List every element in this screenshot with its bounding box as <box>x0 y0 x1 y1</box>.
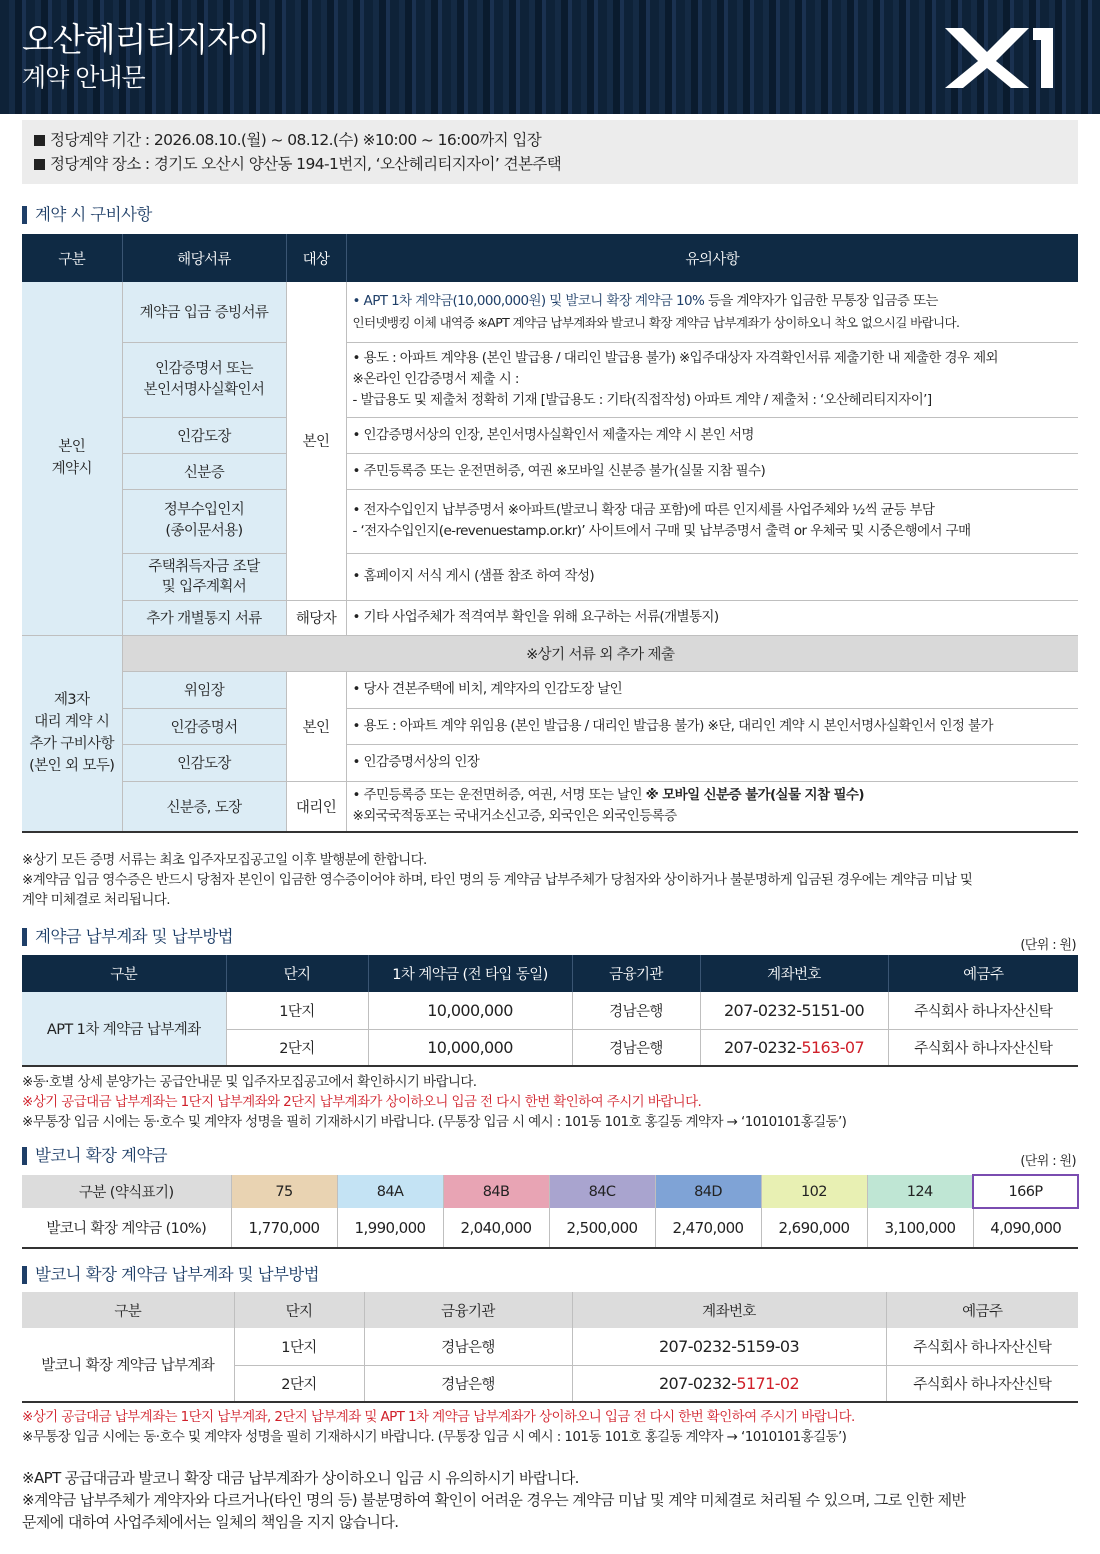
footer-notes <box>22 1467 1082 1533</box>
balcony-account-1-number: 207-0232-5159-03 <box>658 1336 800 1356</box>
doc-funding-plan: 주택취득자금 조달 및 입주계획서 <box>122 553 286 600</box>
note-deposit-proof-line1: 등을 계약자가 입금한 무통장 입금증 또는 <box>704 292 938 309</box>
note-seal-stamp: • 인감증명서상의 인장, 본인서명사실확인서 제출자는 계약 시 본인 서명 <box>346 417 1078 453</box>
unit-label: (단위 : 원) <box>1020 1154 1076 1169</box>
col-header-holder: 예금주 <box>888 955 1078 992</box>
doc-proxy-seal-certificate: 인감증명서 <box>122 708 286 744</box>
balcony-account-2-suffix: 5171-02 <box>736 1373 800 1393</box>
balcony-complex-2: 2단지 <box>234 1365 364 1402</box>
type-84A: 84A <box>337 1175 443 1208</box>
note-deposit-proof-highlight: • APT 1차 계약금(10,000,000원) 및 발코니 확장 계약금 10% <box>352 292 705 309</box>
type-84C: 84C <box>549 1175 655 1208</box>
col-header-amount: 1차 계약금 (전 타입 동일) <box>368 955 572 992</box>
footer-note-1: ※APT 공급대금과 발코니 확장 대금 납부계좌가 상이하오니 입금 시 유의하시기 바랍니다. <box>22 1469 579 1487</box>
target-self: 본인 <box>286 282 346 600</box>
balcony-bank-2: 경남은행 <box>364 1365 572 1402</box>
deposit-account-notes <box>22 1072 1082 1132</box>
contract-place-text: 정당계약 장소 : 경기도 오산시 양산동 194-1번지, ‘오산헤리티지자이’ 견본주택 <box>50 155 562 173</box>
required-docs-notes <box>22 850 1082 910</box>
note-revenue-stamp <box>346 489 1078 553</box>
xi-logo-icon <box>945 28 1055 92</box>
value-84A: 1,990,000 <box>337 1208 443 1248</box>
contract-period-text: 정당계약 기간 : 2026.08.10.(월) ~ 08.12.(수) ※10:00 ~ 16:00까지 입장 <box>50 131 542 149</box>
type-84B: 84B <box>443 1175 549 1208</box>
deposit-account-table <box>22 955 1078 1067</box>
page-header <box>0 0 1100 114</box>
square-bullet-icon <box>34 159 45 170</box>
col-header-category: 구분 <box>22 234 122 282</box>
balcony-deposit-table <box>22 1174 1079 1249</box>
col-header-account: 계좌번호 <box>572 1292 886 1328</box>
balcony-holder-2: 주식회사 하나자산신탁 <box>886 1365 1078 1402</box>
type-102: 102 <box>761 1175 867 1208</box>
type-75: 75 <box>231 1175 337 1208</box>
note-additional-notice: • 기타 사업주체가 적격여부 확인을 위해 요구하는 서류(개별통지) <box>346 600 1078 635</box>
note-agent-emphasis: ※ 모바일 신분증 불가(실물 지참 필수) <box>645 787 864 804</box>
apt-deposit-group: APT 1차 계약금 납부계좌 <box>22 992 226 1066</box>
account-1-number: 207-0232-5151-00 <box>723 1000 865 1020</box>
col-header-account: 계좌번호 <box>700 955 888 992</box>
note-deposit-proof <box>346 282 1078 342</box>
balcony-bank-1: 경남은행 <box>364 1328 572 1365</box>
value-166P: 4,090,000 <box>973 1208 1078 1248</box>
account-2-number: 207-0232- <box>723 1037 802 1057</box>
note-id-card: • 주민등록증 또는 운전면허증, 여권 ※모바일 신분증 불가(실물 지참 필수) <box>346 453 1078 489</box>
balcony-complex-1: 1단지 <box>234 1328 364 1365</box>
contract-info-box <box>22 120 1078 184</box>
page-title: 오산헤리티지자이 <box>22 20 270 59</box>
value-102: 2,690,000 <box>761 1208 867 1248</box>
balcony-account-2-number: 207-0232- <box>658 1373 737 1393</box>
col-header-notes: 유의사항 <box>346 234 1078 282</box>
col-header-target: 대상 <box>286 234 346 282</box>
note-deposit-proof-line2: 인터넷뱅킹 이체 내역증 ※APT 계약금 납부계좌와 발코니 확장 계약금 납부계좌가 상이하오니 착오 없으시길 바랍니다. <box>352 314 960 330</box>
doc-agent-id: 신분증, 도장 <box>122 781 286 832</box>
type-84D: 84D <box>655 1175 761 1208</box>
complex-1: 1단지 <box>226 992 368 1029</box>
contract-place <box>34 152 1066 176</box>
page-subtitle: 계약 안내문 <box>22 63 145 92</box>
col-header-complex: 단지 <box>234 1292 364 1328</box>
col-header-complex: 단지 <box>226 955 368 992</box>
doc-additional-notice: 추가 개별통지 서류 <box>122 600 286 635</box>
required-docs-note-2: ※계약금 입금 영수증은 반드시 당첨자 본인이 입금한 영수증이어야 하며, 타인 명의 등 계약금 납부주체가 당첨자와 상이하거나 불분명하게 입금된 경우에는 계약금 미납 및 <box>22 872 973 888</box>
deposit-note-2: ※상기 공급대금 납부계좌는 1단지 납부계좌와 2단지 납부계좌가 상이하오니 입금 전 다시 한번 확인하여 주시기 바랍니다. <box>22 1094 702 1110</box>
value-84C: 2,500,000 <box>549 1208 655 1248</box>
balcony-head-label: 구분 (약식표기) <box>22 1175 231 1208</box>
contract-period <box>34 128 1066 152</box>
account-2 <box>700 1029 888 1066</box>
complex-2: 2단지 <box>226 1029 368 1066</box>
bank-2: 경남은행 <box>572 1029 700 1066</box>
balcony-holder-1: 주식회사 하나자산신탁 <box>886 1328 1078 1365</box>
note-seal-line1: • 용도 : 아파트 계약용 (본인 발급용 / 대리인 발급용 불가) ※입주대상자 자격확인서류 제출기한 내 제출한 경우 제외 <box>352 350 998 366</box>
col-header-category: 구분 <box>22 1292 234 1328</box>
note-agent-id <box>346 781 1078 832</box>
extra-docs-header: ※상기 서류 외 추가 제출 <box>122 635 1078 671</box>
doc-deposit-proof: 계약금 입금 증빙서류 <box>122 282 286 342</box>
target-agent: 대리인 <box>286 781 346 832</box>
square-bullet-icon <box>34 135 45 146</box>
balcony-account-notes <box>22 1407 1082 1447</box>
account-2-suffix: 5163-07 <box>801 1037 865 1057</box>
deposit-note-1: ※동·호별 상세 분양가는 공급안내문 및 입주자모집공고에서 확인하시기 바랍니다. <box>22 1074 477 1090</box>
section-title-balcony-deposit: 발코니 확장 계약금 <box>22 1147 167 1165</box>
unit-label: (단위 : 원) <box>1020 938 1076 953</box>
balcony-account-table <box>22 1292 1078 1403</box>
doc-id-card: 신분증 <box>122 453 286 489</box>
note-seal-certificate <box>346 342 1078 417</box>
doc-seal-stamp: 인감도장 <box>122 417 286 453</box>
value-84B: 2,040,000 <box>443 1208 549 1248</box>
note-agent-line2: ※외국국적동포는 국내거소신고증, 외국인은 외국인등록증 <box>352 808 677 825</box>
note-seal-line2: ※온라인 인감증명서 제출 시 : <box>352 371 519 387</box>
doc-proxy-seal-stamp: 인감도장 <box>122 744 286 781</box>
section-title-required-docs: 계약 시 구비사항 <box>22 206 152 224</box>
bank-1: 경남은행 <box>572 992 700 1029</box>
group-proxy-contract: 제3자 대리 계약 시 추가 구비사항 (본인 외 모두) <box>22 635 122 832</box>
required-docs-table <box>22 234 1078 833</box>
note-power-of-attorney: • 당사 견본주택에 비치, 계약자의 인감도장 날인 <box>346 671 1078 708</box>
note-proxy-seal-stamp: • 인감증명서상의 인장 <box>346 744 1078 781</box>
balcony-account-2 <box>572 1365 886 1402</box>
col-header-category: 구분 <box>22 955 226 992</box>
balcony-row-label: 발코니 확장 계약금 (10%) <box>22 1208 231 1248</box>
note-agent-line1: • 주민등록증 또는 운전면허증, 여권, 서명 또는 날인 <box>352 787 646 804</box>
balcony-note-1: ※상기 공급대금 납부계좌는 1단지 납부계좌, 2단지 납부계좌 및 APT 1차 계약금 납부계좌가 상이하오니 입금 전 다시 한번 확인하여 주시기 바랍니다. <box>22 1409 855 1425</box>
col-header-bank: 금융기관 <box>364 1292 572 1328</box>
note-revenue-line1: • 전자수입인지 납부증명서 ※아파트(발코니 확장 대금 포함)에 따른 인지세를 사업주체와 ½씩 균등 부담 <box>352 502 935 518</box>
target-relevant: 해당자 <box>286 600 346 635</box>
account-1 <box>700 992 888 1029</box>
footer-note-2: ※계약금 납부주체가 계약자와 다르거나(타인 명의 등) 불분명하여 확인이 어려운 경우는 계약금 미납 및 계약 미체결로 처리될 수 있으며, 그로 인한 제반 <box>22 1491 966 1509</box>
note-proxy-seal-certificate: • 용도 : 아파트 계약 위임용 (본인 발급용 / 대리인 발급용 불가) ※단, 대리인 계약 시 본인서명사실확인서 인정 불가 <box>346 708 1078 744</box>
value-124: 3,100,000 <box>867 1208 973 1248</box>
doc-power-of-attorney: 위임장 <box>122 671 286 708</box>
required-docs-note-3: 계약 미체결로 처리됩니다. <box>22 892 170 908</box>
amount-2: 10,000,000 <box>368 1029 572 1066</box>
col-header-holder: 예금주 <box>886 1292 1078 1328</box>
type-124: 124 <box>867 1175 973 1208</box>
section-title-deposit-account: 계약금 납부계좌 및 납부방법 <box>22 928 233 946</box>
note-funding-plan: • 홈페이지 서식 게시 (샘플 참조 하여 작성) <box>346 553 1078 600</box>
footer-note-3: 문제에 대하여 사업주체에서는 일체의 책임을 지지 않습니다. <box>22 1513 399 1531</box>
note-revenue-line2: - ‘전자수입인지(e-revenuestamp.or.kr)’ 사이트에서 구매 및 납부증명서 출력 or 우체국 및 시중은행에서 구매 <box>352 523 971 539</box>
balcony-deposit-group: 발코니 확장 계약금 납부계좌 <box>22 1328 234 1402</box>
doc-revenue-stamp: 정부수입인지 (종이문서용) <box>122 489 286 553</box>
col-header-bank: 금융기관 <box>572 955 700 992</box>
required-docs-note-1: ※상기 모든 증명 서류는 최초 입주자모집공고일 이후 발행분에 한합니다. <box>22 852 427 868</box>
value-84D: 2,470,000 <box>655 1208 761 1248</box>
balcony-note-2: ※무통장 입금 시에는 동·호수 및 계약자 성명을 필히 기재하시기 바랍니다. (무통장 입금 시 예시 : 101동 101호 홍길동 계약자 → ‘1010101홍길동’) <box>22 1429 847 1445</box>
col-header-document: 해당서류 <box>122 234 286 282</box>
balcony-account-1 <box>572 1328 886 1365</box>
type-166P: 166P <box>973 1175 1078 1208</box>
holder-2: 주식회사 하나자산신탁 <box>888 1029 1078 1066</box>
section-title-balcony-account: 발코니 확장 계약금 납부계좌 및 납부방법 <box>22 1266 319 1284</box>
holder-1: 주식회사 하나자산신탁 <box>888 992 1078 1029</box>
amount-1: 10,000,000 <box>368 992 572 1029</box>
note-seal-line3: - 발급용도 및 제출처 정확히 기재 [발급용도 : 기타(직접작성) 아파트 계약 / 제출처 : ‘오산헤리티지자이’] <box>352 392 932 408</box>
doc-seal-certificate: 인감증명서 또는 본인서명사실확인서 <box>122 342 286 417</box>
value-75: 1,770,000 <box>231 1208 337 1248</box>
deposit-note-3: ※무통장 입금 시에는 동·호수 및 계약자 성명을 필히 기재하시기 바랍니다. (무통장 입금 시 예시 : 101동 101호 홍길동 계약자 → ‘1010101홍길동’) <box>22 1114 847 1130</box>
group-self-contract: 본인 계약시 <box>22 282 122 635</box>
target-self-proxy: 본인 <box>286 671 346 781</box>
